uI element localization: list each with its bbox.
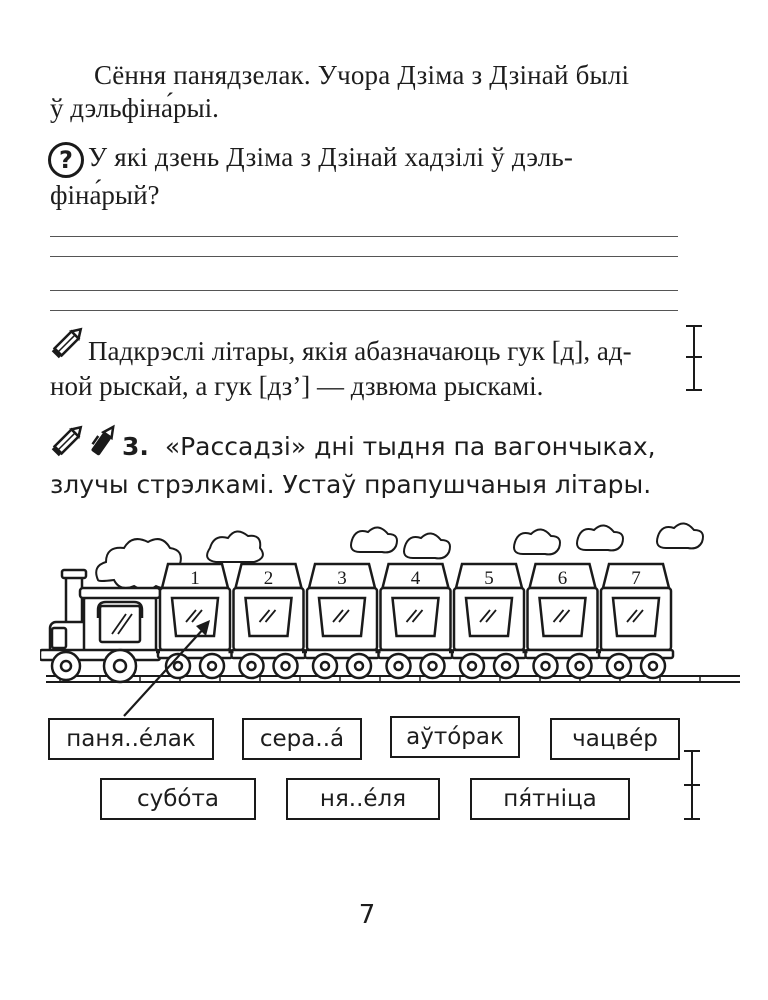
task-3-line-2: злучы стрэлкамі. Устаў прапушчаныя літары. (50, 470, 652, 499)
wagon-3[interactable] (302, 564, 379, 678)
answer-line[interactable] (50, 290, 678, 291)
wagon-5[interactable] (449, 564, 526, 678)
cloud (657, 523, 703, 548)
wagon-6[interactable] (523, 564, 600, 678)
answer-line[interactable] (50, 310, 678, 311)
answer-line[interactable] (50, 236, 678, 237)
cloud (404, 533, 450, 558)
pen-icon (84, 420, 124, 460)
cloud (514, 529, 560, 554)
pencil-icon (48, 322, 88, 362)
word-box[interactable]: пя́тніца (470, 778, 630, 820)
answer-line[interactable] (50, 256, 678, 257)
cloud (577, 525, 623, 550)
word-box[interactable]: аўто́рак (390, 716, 520, 758)
pencil-icon (48, 420, 88, 460)
cloud (351, 527, 397, 552)
question-text-1: У які дзень Дзіма з Дзінай хадзілі ў дэль- (88, 142, 574, 172)
wagon-number: 5 (484, 568, 494, 589)
task-underline-line-2: ной рыскай, а гук [дз’] — дзвюма рыскамі. (50, 371, 544, 401)
word-box[interactable]: ня..е́ля (286, 778, 440, 820)
word-box[interactable]: паня..е́лак (48, 718, 214, 760)
wagon-number: 3 (337, 568, 347, 589)
intro-line-2: ў дэльфіна́рыі. (50, 93, 219, 123)
task-3-text-1: «Рассадзі» дні тыдня па вагончыках, (164, 432, 656, 461)
connecting-arrow (110, 612, 230, 722)
bracket-marker (686, 325, 702, 391)
task-3-line-1 (122, 432, 656, 461)
page-number: 7 (358, 900, 376, 930)
task-underline-line-1: Падкрэслі літары, якія абазначаюць гук [д], ад- (88, 336, 632, 366)
wagon-7[interactable] (596, 564, 673, 678)
question-line-1 (48, 142, 688, 178)
task-number: 3. (122, 432, 149, 461)
question-line-2: фіна́рый? (50, 180, 160, 210)
wagon-4[interactable] (376, 564, 453, 678)
wagon-number: 4 (410, 568, 421, 589)
intro-line-1: Сёння панядзелак. Учора Дзіма з Дзінай былі (94, 60, 630, 90)
cloud (207, 531, 263, 562)
wagon-2[interactable] (229, 564, 306, 678)
word-box[interactable]: субо́та (100, 778, 256, 820)
wagon-number: 2 (263, 568, 274, 589)
wagon-number: 6 (557, 568, 568, 589)
wagon-number: 1 (190, 568, 200, 589)
bracket-marker (684, 750, 700, 820)
word-box[interactable]: чацве́р (550, 718, 680, 760)
word-box[interactable]: сера..а́ (242, 718, 362, 760)
wagons (156, 564, 673, 678)
wagon-number: 7 (631, 568, 641, 589)
question-circle-icon: ? (48, 142, 84, 178)
